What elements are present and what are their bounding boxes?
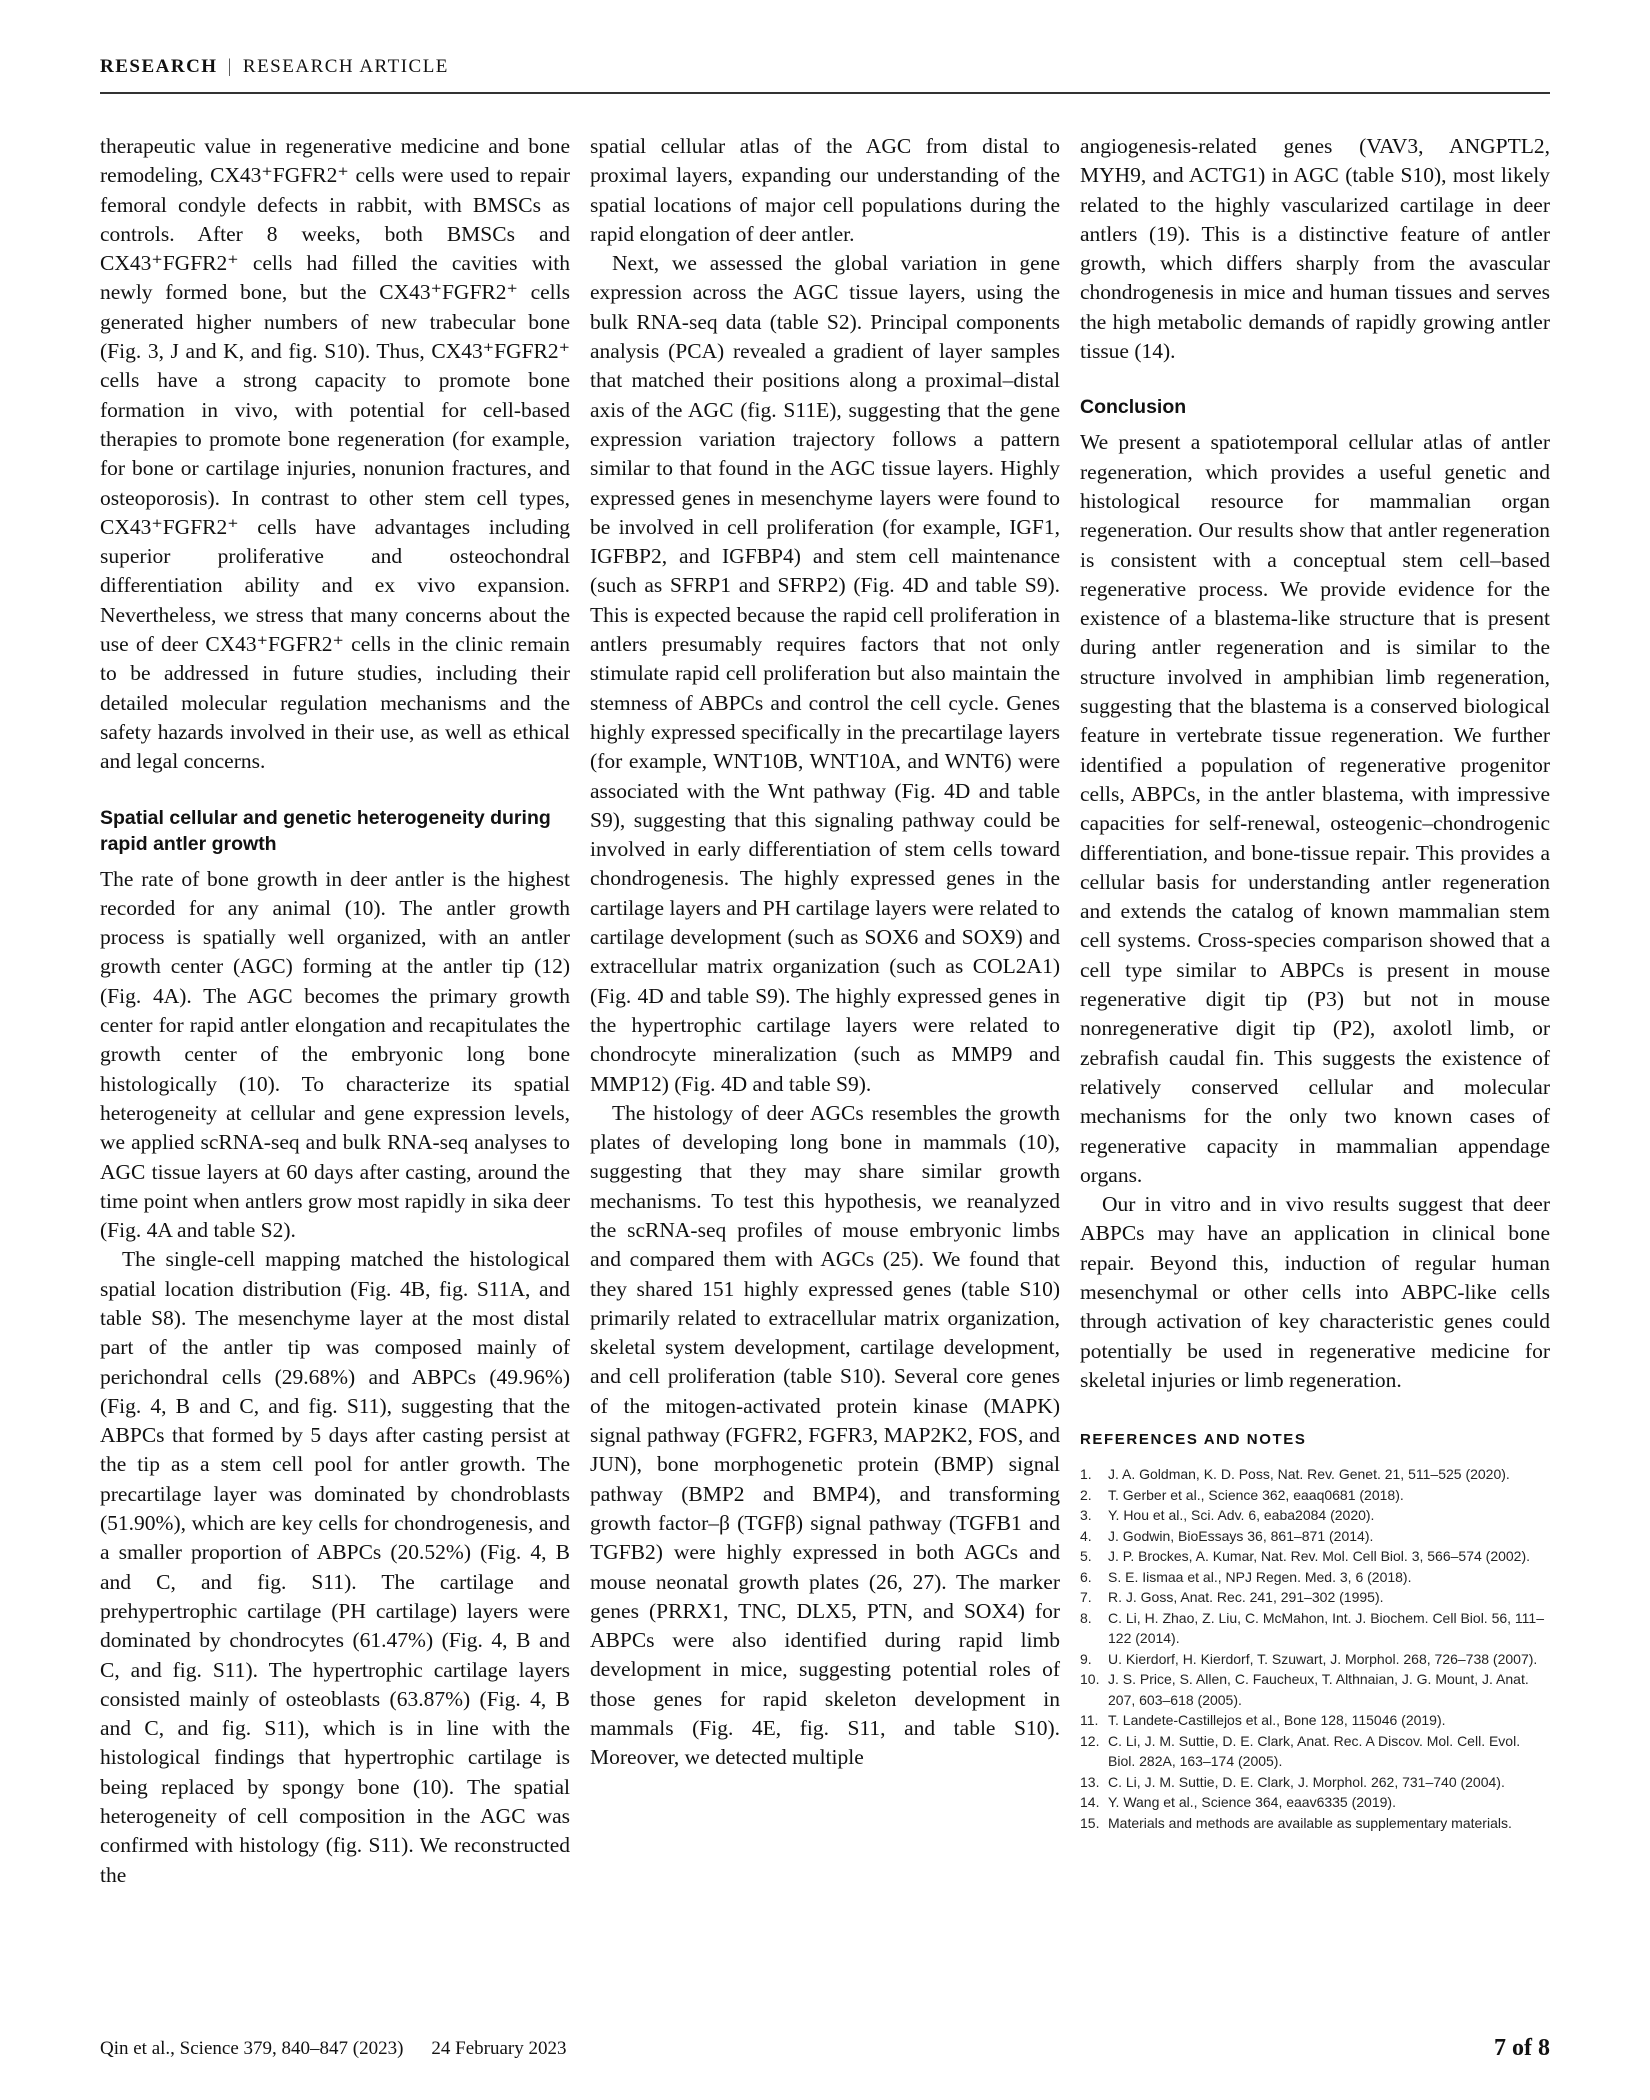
reference-text: Materials and methods are available as supplementary materials. — [1108, 1814, 1512, 1831]
col1-paragraph-1: therapeutic value in regenerative medicine and bone remodeling, CX43⁺FGFR2⁺ cells were used to repair femoral condyle defects in rabbit, with BMSCs as controls. After 8 weeks, both BMSCs and CX43⁺FGFR2⁺ cells had filled the cavities with newly formed bone, but the CX43⁺FGFR2⁺ cells generated higher numbers of new trabecular bone (Fig. 3, J and K, and fig. S10). Thus, CX43⁺FGFR2⁺ cells have a strong capacity to promote bone formation in vivo, with potential for cell-based therapies to promote bone regeneration (for example, for bone or cartilage injuries, nonunion fractures, and osteoporosis). In contrast to other stem cell types, CX43⁺FGFR2⁺ cells have advantages including superior proliferative and osteochondral differentiation ability and ex vivo expansion. Nevertheless, we stress that many concerns about the use of deer CX43⁺FGFR2⁺ cells in the clinic remain to be addressed in future studies, including their detailed molecular regulation mechanisms and the safety hazards involved in their use, as well as ethical and legal concerns. — [100, 134, 570, 774]
reference-text: C. Li, J. M. Suttie, D. E. Clark, J. Morphol. 262, 731–740 (2004). — [1108, 1773, 1505, 1790]
reference-text: J. Godwin, BioEssays 36, 861–871 (2014). — [1108, 1527, 1374, 1544]
reference-text: J. A. Goldman, K. D. Poss, Nat. Rev. Genet. 21, 511–525 (2020). — [1108, 1466, 1510, 1483]
reference-text: C. Li, H. Zhao, Z. Liu, C. McMahon, Int. J. Biochem. Cell Biol. 56, 111–122 (2014). — [1108, 1609, 1544, 1647]
column-1 — [100, 132, 570, 1890]
reference-item — [1080, 1526, 1550, 1547]
references-title: REFERENCES AND NOTES — [1080, 1431, 1307, 1449]
reference-item — [1080, 1608, 1550, 1649]
reference-item — [1080, 1792, 1550, 1813]
page-number: 7 of 8 — [1494, 2035, 1550, 2061]
col3-paragraph-3: Our in vitro and in vivo results suggest that deer ABPCs may have an application in clinical bone repair. Beyond this, induction of regular human mesenchymal or other cells into ABPC-like cells through activation of key characteristic genes could potentially be used in regenerative medicine for skeletal injuries or limb regeneration. — [1080, 1192, 1550, 1392]
header-separator: | — [227, 56, 233, 77]
reference-item — [1080, 1813, 1550, 1834]
section-heading-conclusion: Conclusion — [1080, 396, 1187, 419]
reference-text: T. Gerber et al., Science 362, eaaq0681 (2018). — [1108, 1486, 1404, 1503]
reference-number: 9. — [1080, 1650, 1092, 1667]
column-3 — [1080, 132, 1550, 1833]
reference-number: 2. — [1080, 1486, 1092, 1503]
reference-number: 5. — [1080, 1548, 1092, 1565]
reference-number: 7. — [1080, 1589, 1092, 1606]
reference-text: R. J. Goss, Anat. Rec. 241, 291–302 (1995). — [1108, 1589, 1384, 1606]
reference-number: 3. — [1080, 1507, 1092, 1524]
reference-text: C. Li, J. M. Suttie, D. E. Clark, Anat. Rec. A Discov. Mol. Cell. Evol. Biol. 282A, 163–174 (2005). — [1108, 1732, 1521, 1770]
column-2 — [590, 132, 1060, 1773]
reference-item — [1080, 1546, 1550, 1567]
reference-number: 15. — [1080, 1814, 1100, 1831]
reference-item — [1080, 1710, 1550, 1731]
reference-text: Y. Wang et al., Science 364, eaav6335 (2019). — [1108, 1794, 1396, 1811]
col3-paragraph-1: angiogenesis-related genes (VAV3, ANGPTL2, MYH9, and ACTG1) in AGC (table S10), most likely related to the highly vascularized cartilage in deer antlers (19). This is a distinctive feature of antler growth, which differs sharply from the avascular chondrogenesis in mice and human tissues and serves the high metabolic demands of rapidly growing antler tissue (14). — [1080, 134, 1550, 364]
col1-paragraph-2: The rate of bone growth in deer antler is the highest recorded for any animal (10). The antler growth process is spatially well organized, with an antler growth center (AGC) forming at the antler tip (12) (Fig. 4A). The AGC becomes the primary growth center for rapid antler elongation and recapitulates the growth center of the embryonic long bone histologically (10). To characterize its spatial heterogeneity at cellular and gene expression levels, we applied scRNA-seq and bulk RNA-seq analyses to AGC tissue layers at 60 days after casting, around the time point when antlers grow most rapidly in sika deer (Fig. 4A and table S2). — [100, 866, 570, 1243]
reference-text: S. E. Iismaa et al., NPJ Regen. Med. 3, 6 (2018). — [1108, 1568, 1412, 1585]
col3-paragraph-2: We present a spatiotemporal cellular atlas of antler regeneration, which provides a useful genetic and histological resource for mammalian organ regeneration. Our results show that antler regeneration is consistent with a conceptual stem cell–based regenerative process. We provide evidence for the existence of a blastema-like structure that is present during antler regeneration and is similar to the structure involved in amphibian limb regeneration, suggesting that the blastema is a conserved biological feature in vertebrate tissue regeneration. We further identified a population of regenerative progenitor cells, ABPCs, in the antler blastema, with impressive capacities for self-renewal, osteogenic–chondrogenic differentiation, and bone-tissue repair. This provides a cellular basis for understanding antler regeneration and extends the catalog of known mammalian stem cell systems. Cross-species comparison showed that a cell type similar to ABPCs is present in mouse regenerative digit tip (P3) but not in mouse nonregenerative digit tip (P2), axolotl limb, or zebrafish caudal fin. This suggests the existence of relatively conserved cellular and molecular mechanisms for the only two known cases of regenerative capacity in mammalian appendage organs. — [1080, 430, 1550, 1187]
page-footer — [100, 2035, 1550, 2061]
header-section: RESEARCH — [100, 56, 218, 77]
reference-number: 11. — [1080, 1712, 1099, 1729]
reference-item — [1080, 1649, 1550, 1670]
reference-number: 14. — [1080, 1794, 1100, 1811]
reference-text: T. Landete-Castillejos et al., Bone 128, 115046 (2019). — [1108, 1712, 1446, 1729]
reference-item — [1080, 1505, 1550, 1526]
header-article-type: RESEARCH ARTICLE — [242, 56, 449, 77]
reference-item — [1080, 1772, 1550, 1793]
section-heading-spatial: Spatial cellular and genetic heterogeneity during rapid antler growth — [100, 806, 551, 855]
reference-number: 1. — [1080, 1466, 1092, 1483]
running-header — [100, 56, 1550, 78]
reference-item — [1080, 1669, 1550, 1710]
reference-text: U. Kierdorf, H. Kierdorf, T. Szuwart, J. Morphol. 268, 726–738 (2007). — [1108, 1650, 1538, 1667]
reference-text: Y. Hou et al., Sci. Adv. 6, eaba2084 (2020). — [1108, 1507, 1375, 1524]
reference-number: 4. — [1080, 1527, 1092, 1544]
header-rule — [100, 92, 1550, 94]
reference-item — [1080, 1587, 1550, 1608]
reference-number: 10. — [1080, 1671, 1100, 1688]
col1-paragraph-3: The single-cell mapping matched the histological spatial location distribution (Fig. 4B, fig. S11A, and table S8). The mesenchyme layer at the most distal part of the antler tip was composed mainly of perichondral cells (29.68%) and ABPCs (49.96%) (Fig. 4, B and C, and fig. S11), suggesting that the ABPCs that formed by 5 days after casting persist at the tip as a stem cell pool for antler growth. The precartilage layer was dominated by chondroblasts (51.90%), which are key cells for chondrogenesis, and a smaller proportion of ABPCs (20.52%) (Fig. 4, B and C, and fig. S11). The cartilage and prehypertrophic cartilage (PH cartilage) layers were dominated by chondrocytes (61.47%) (Fig. 4, B and C, and fig. S11). The hypertrophic cartilage layers consisted mainly of osteoblasts (63.87%) (Fig. 4, B and C, and fig. S11), which is in line with the histological findings that hypertrophic cartilage is being replaced by spongy bone (10). The spatial heterogeneity of cell composition in the AGC was confirmed with histology (fig. S11). We reconstructed the — [100, 1247, 570, 1887]
reference-number: 8. — [1080, 1609, 1092, 1626]
reference-number: 12. — [1080, 1732, 1100, 1749]
col2-paragraph-1: spatial cellular atlas of the AGC from distal to proximal layers, expanding our understanding of the spatial locations of major cell populations during the rapid elongation of deer antler. — [590, 134, 1060, 246]
footer-date: 24 February 2023 — [431, 2038, 567, 2059]
reference-text: J. P. Brockes, A. Kumar, Nat. Rev. Mol. Cell Biol. 3, 566–574 (2002). — [1108, 1548, 1531, 1565]
references-list — [1080, 1464, 1550, 1833]
reference-item — [1080, 1485, 1550, 1506]
reference-text: J. S. Price, S. Allen, C. Faucheux, T. Althnaian, J. G. Mount, J. Anat. 207, 603–618 (2005). — [1108, 1671, 1529, 1708]
reference-item — [1080, 1731, 1550, 1772]
footer-citation: Qin et al., Science 379, 840–847 (2023) — [100, 2038, 404, 2059]
reference-item — [1080, 1567, 1550, 1588]
col2-paragraph-3: The histology of deer AGCs resembles the growth plates of developing long bone in mammals (10), suggesting that they may share similar growth mechanisms. To test this hypothesis, we reanalyzed the scRNA-seq profiles of mouse embryonic limbs and compared them with AGCs (25). We found that they shared 151 highly expressed genes (table S10) primarily related to extracellular matrix organization, skeletal system development, cartilage development, and cell proliferation (table S10). Several core genes of the mitogen-activated protein kinase (MAPK) signal pathway (FGFR2, FGFR3, MAP2K2, FOS, and JUN), bone morphogenetic protein (BMP) signal pathway (BMP2 and BMP4), and transforming growth factor–β (TGFβ) signal pathway (TGFB1 and TGFB2) were highly expressed in both AGCs and mouse neonatal growth plates (26, 27). The marker genes (PRRX1, TNC, DLX5, PTN, and SOX4) for ABPCs were also identified during rapid limb development in mice, suggesting potential roles of those genes for rapid skeleton development in mammals (Fig. 4E, fig. S11, and table S10). Moreover, we detected multiple — [590, 1100, 1060, 1770]
reference-item — [1080, 1464, 1550, 1485]
reference-number: 13. — [1080, 1773, 1100, 1790]
reference-number: 6. — [1080, 1568, 1092, 1585]
col2-paragraph-2: Next, we assessed the global variation in gene expression across the AGC tissue layers, using the bulk RNA-seq data (table S2). Principal components analysis (PCA) revealed a gradient of layer samples that matched their positions along a proximal–distal axis of the AGC (fig. S11E), suggesting that the gene expression variation trajectory follows a pattern similar to that found in the AGC tissue layers. Highly expressed genes in mesenchyme layers were found to be involved in cell proliferation (for example, IGF1, IGFBP2, and IGFBP4) and stem cell maintenance (such as SFRP1 and SFRP2) (Fig. 4D and table S9). This is expected because the rapid cell proliferation in antlers presumably requires factors that not only stimulate rapid cell proliferation but also maintain the stemness of ABPCs and control the cell cycle. Genes highly expressed specifically in the precartilage layers (for example, WNT10B, WNT10A, and WNT6) were associated with the Wnt pathway (Fig. 4D and table S9), suggesting that this signaling pathway could be involved in early differentiation of stem cells toward chondrogenesis. The highly expressed genes in the cartilage layers and PH cartilage layers were related to cartilage development (such as SOX6 and SOX9) and extracellular matrix organization (such as COL2A1) (Fig. 4D and table S9). The highly expressed genes in the hypertrophic cartilage layers were related to chondrocyte mineralization (such as MMP9 and MMP12) (Fig. 4D and table S9). — [590, 251, 1060, 1096]
